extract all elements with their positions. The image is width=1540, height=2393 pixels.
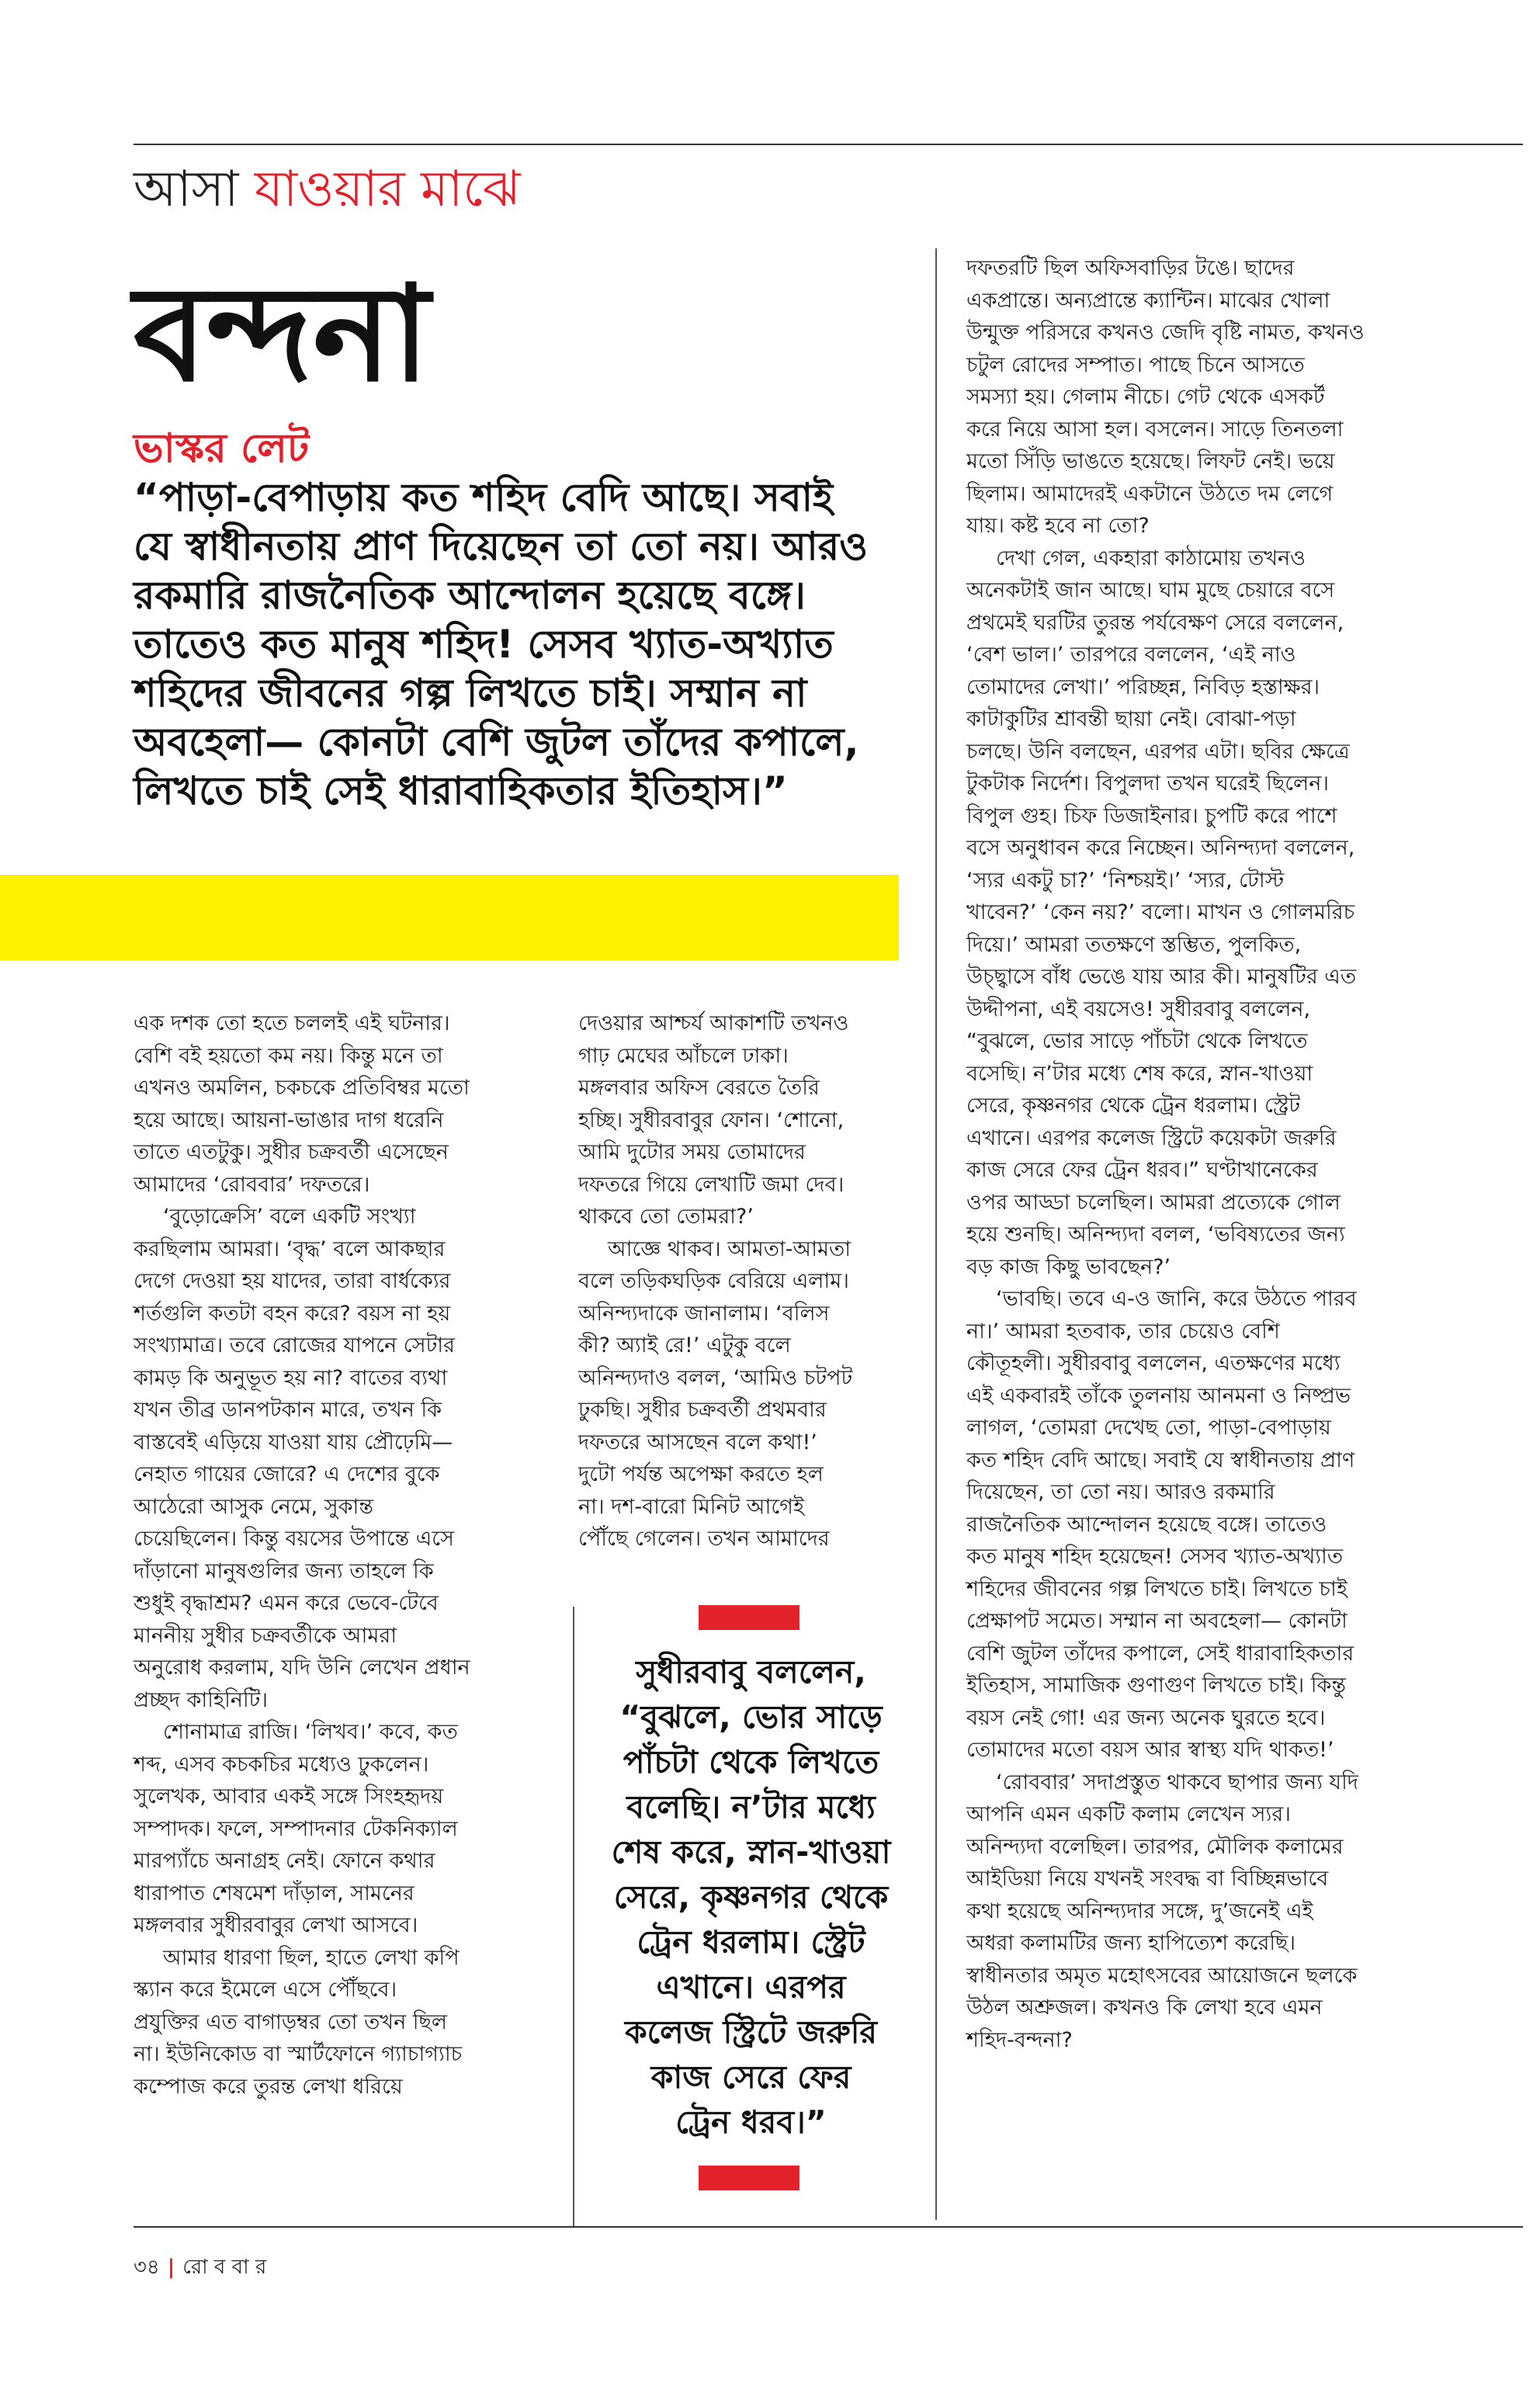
body-line: যায়। কষ্ট হবে না তো?	[966, 514, 1150, 538]
body-line: সুলেখক, আবার একই সঙ্গে সিংহহৃদয়	[134, 1784, 444, 1809]
body-line: তোমাদের লেখা।’ পরিচ্ছন্ন, নিবিড় হস্তাক্ষর।	[966, 675, 1320, 699]
body-line: অধরা কলামটির জন্য হাপিত্যেশ করেছি।	[966, 1931, 1296, 1955]
body-line: লাগল, ‘তোমরা দেখেছ তো, পাড়া-বেপাড়ায়	[966, 1416, 1331, 1440]
box-quote-line: ট্রেন ধরলাম। স্ট্রেট	[636, 1923, 865, 1961]
body-line: মঙ্গলবার সুধীরবাবুর লেখা আসবে।	[134, 1913, 418, 1937]
body-line: শর্তগুলি কতটা বহন করে? বয়স না হয়	[134, 1301, 451, 1326]
body-line: না।’ আমরা হতবাক, তার চেয়েও বেশি	[966, 1319, 1280, 1344]
body-line: যখন তীব্র ডানপটকান মারে, তখন কি	[134, 1398, 442, 1422]
body-line: কম্পোজ করে তুরন্ত লেখা ধরিয়ে	[134, 2074, 403, 2099]
body-line: দফতরে গিয়ে লেখাটি জমা দেব।	[578, 1172, 845, 1197]
body-line: প্রযুক্তির এত বাগাড়ম্বর তো তখন ছিল	[134, 2010, 447, 2034]
pull-quote-line: যে স্বাধীনতায় প্রাণ দিয়েছেন তা তো নয়। আরও	[134, 524, 869, 569]
body-line: অনিন্দ্যদাকে জানালাম। ‘বলিস	[578, 1301, 830, 1326]
body-line: কত শহিদ বেদি আছে। সবাই যে স্বাধীনতায় প্রাণ	[966, 1448, 1355, 1472]
article-author: ভাস্কর লেট	[134, 425, 310, 472]
body-line: মাননীয় সুধীর চক্রবর্তীকে আমরা	[134, 1623, 397, 1648]
page-footer	[134, 2251, 266, 2285]
top-rule	[134, 144, 1523, 145]
box-quote-bottom-bar	[699, 2166, 799, 2190]
body-line: সম্পাদক। ফলে, সম্পাদনার টেকনিক্যাল	[134, 1816, 458, 1841]
body-line: করে নিয়ে আসা হল। বসলেন। সাড়ে তিনতলা	[966, 417, 1344, 442]
section-heading	[134, 151, 520, 234]
body-line: চেয়েছিলেন। কিন্তু বয়সের উপান্তে এসে	[134, 1527, 454, 1551]
body-column-3	[966, 252, 1401, 2056]
body-line: বিপুল গুহ। চিফ ডিজাইনার। চুপটি করে পাশে	[966, 803, 1337, 828]
body-line: এখানে। এরপর কলেজ স্ট্রিটে কয়েকটা জরুরি	[966, 1125, 1337, 1150]
bottom-rule	[134, 2226, 1523, 2228]
body-line: উদ্দীপনা, এই বয়সেও! সুধীরবাবু বললেন,	[966, 997, 1311, 1021]
body-line: আঠেরো আসুক নেমে, সুকান্ত	[134, 1494, 373, 1519]
box-quote	[586, 1649, 916, 2145]
body-column-2	[578, 1007, 904, 1555]
body-line: শব্দ, এসব কচকচির মধ্যেও ঢুকলেন।	[134, 1752, 429, 1777]
body-line: প্রথমেই ঘরটির তুরন্ত পর্যবেক্ষণ সেরে বললেন,	[966, 610, 1344, 635]
magazine-name: রো ব বা র	[182, 2256, 267, 2279]
pull-quote-line: অবহেলা— কোনটা বেশি জুটল তাঁদের কপালে,	[134, 720, 859, 765]
box-quote-line: কাজ সেরে ফের	[650, 2058, 852, 2096]
body-line: ‘স্যর একটু চা?’ ‘নিশ্চয়ই।’ ‘স্যর, টোস্ট	[966, 868, 1285, 893]
body-line: উচ্ছ্বাসে বাঁধ ভেঙে যায় আর কী। মানুষটির এত	[966, 965, 1357, 989]
body-line: এই একবার‌ই তাঁকে তুলনায় আনমনা ও নিষ্প্রভ	[966, 1383, 1351, 1408]
body-line: ‘বেশ ভাল।’ তারপরে বললেন, ‘এই নাও	[966, 643, 1296, 667]
body-line: বসেছি। ন’টার মধ্যে শেষ করে, স্নান-খাওয়া	[966, 1061, 1313, 1086]
body-line: ‘রোববার’ সদাপ্রস্তুত থাকবে ছাপার জন্য যদি	[996, 1770, 1358, 1795]
body-line: এক দশক তো হতে চলল‌ই এই ঘটনার।	[134, 1011, 450, 1035]
body-line: মতো সিঁড়ি ভাঙতে হয়েছে। লিফট নেই। ভয়ে	[966, 449, 1335, 473]
body-line: হয়ে আছে। আয়না-ভাঙার দাগ ধরেনি	[134, 1108, 444, 1132]
body-line: আমি দুটোর সময় তোমাদের	[578, 1140, 806, 1164]
body-line: সমস্যা হয়। গেলাম নীচে। গেট থেকে এসকর্ট	[966, 385, 1325, 409]
body-line: একপ্রান্তে। অন্যপ্রান্তে ক্যান্টিন। মাঝের খোলা	[966, 288, 1330, 313]
body-line: শহিদ-বন্দনা?	[966, 2027, 1073, 2052]
body-line: অনেকটাই জান আছে। ঘাম মুছে চেয়ারে বসে	[966, 578, 1335, 602]
body-line: কথা হয়েছে অনিন্দ্যদার সঙ্গে, দু’জনেই এই	[966, 1899, 1313, 1923]
box-quote-line: এখানে। এরপর	[656, 1968, 846, 2006]
body-line: মারপ্যাঁচে অনাগ্রহ নেই। ফোনে কথার	[134, 1849, 435, 1873]
body-line: তোমাদের মতো বয়স আর স্বাস্থ্য যদি থাকত!’	[966, 1738, 1334, 1762]
body-line: দাঁড়ানো মানুষগুলির জন্য তাহলে কি	[134, 1559, 434, 1583]
pull-quote-line: রকমারি রাজনৈতিক আন্দোলন হয়েছে বঙ্গে।	[134, 573, 806, 618]
footer-separator: |	[167, 2256, 175, 2279]
body-line: বেশি বই হয়তো কম নয়। কিন্তু মনে তা	[134, 1043, 443, 1068]
body-line: উন্মুক্ত পরিসরে কখনও জেদি বৃষ্টি নামত, কখনও	[966, 321, 1365, 345]
body-line: খাবেন?’ ‘কেন নয়?’ বলো। মাখন ও গোলমরিচ	[966, 900, 1355, 924]
body-line: অনিন্দ্যদাও বলল, ‘আমিও চটপট	[578, 1365, 853, 1390]
body-line: থাকবে তো তোমরা?’	[578, 1205, 754, 1229]
body-line: শোনামাত্র রাজি। ‘লিখব।’ কবে, কত	[163, 1720, 458, 1744]
column-divider	[935, 248, 937, 2220]
box-quote-line: সেরে, কৃষ্ণনগর থেকে	[613, 1878, 889, 1916]
body-line: না। ইউনিকোড বা স্মার্টফোনে গ্যাচাগ্যাচ	[134, 2042, 463, 2066]
body-line: করছিলাম আমরা। ‘বৃদ্ধ’ বলে আকছার	[134, 1236, 446, 1261]
body-line: উঠল অশ্রুজল। কখনও কি লেখা হবে এমন	[966, 1996, 1323, 2020]
body-line: বয়স নেই গো! এর জন্য অনেক ঘুরতে হবে।	[966, 1705, 1326, 1730]
pull-quote-line: তাতেও কত মানুষ শহিদ! সেসব খ্যাত-অখ্যাত	[134, 622, 834, 667]
body-line: সংখ্যামাত্র। তবে রোজের যাপনে সেটার	[134, 1333, 455, 1358]
body-line: আপনি এমন একটি কলাম লেখেন স্যর।	[966, 1802, 1291, 1826]
body-line: স্ক্যান করে ইমেলে এসে পৌঁছবে।	[134, 1978, 397, 2002]
body-line: ওপর আড্ডা চলেছিল। আমরা প্রত্যেকে গোল	[966, 1190, 1341, 1215]
body-line: দফতরে আসছেন বলে কথা!’	[578, 1430, 817, 1455]
body-line: রাজনৈতিক আন্দোলন হয়েছে বঙ্গে। তাতেও	[966, 1512, 1327, 1537]
body-line: হচ্ছি। সুধীরবাবুর ফোন। ‘শোনো,	[578, 1108, 845, 1132]
body-line: দফতরটি ছিল অফিসবাড়ির টঙে। ছাদের	[966, 256, 1295, 280]
body-line: আমার ধারণা ছিল, হাতে লেখা কপি	[163, 1945, 460, 1970]
box-quote-top-bar	[699, 1605, 799, 1630]
body-line: চলছে। উনি বলছেন, এরপর এটা। ছবির ক্ষেত্রে	[966, 739, 1350, 764]
body-line: চটুল রোদের সম্পাত। পাছে চিনে আসতে	[966, 352, 1305, 377]
body-line: কামড় কি অনুভূত হয় না? বাতের ব্যথা	[134, 1365, 448, 1390]
body-line: দুটো পর্যন্ত অপেক্ষা করতে হল	[578, 1462, 824, 1486]
body-line: প্রচ্ছদ কাহিনিটি।	[134, 1687, 269, 1712]
pull-quote-line: শহিদের জীবনের গল্প লিখতে চাই। সম্মান না	[134, 671, 807, 716]
box-quote-left-rule	[573, 1607, 574, 2228]
body-line: আইডিয়া নিয়ে যখন‌ই সংবদ্ধ বা বিচ্ছিন্নভাবে	[966, 1867, 1329, 1891]
body-line: কৌতূহলী। সুধীরবাবু বললেন, এতক্ষণের মধ্যে	[966, 1351, 1341, 1375]
page-number: ৩৪	[134, 2256, 160, 2279]
box-quote-line: পাঁচটা থেকে লিখতে	[623, 1743, 879, 1781]
body-line: “বুঝলে, ভোর সাড়ে পাঁচটা থেকে লিখতে	[966, 1029, 1308, 1053]
pull-quote	[134, 473, 917, 816]
body-line: হয়ে শুনছি। অনিন্দ্যদা বলল, ‘ভবিষ্যতের জন্য	[966, 1223, 1345, 1247]
body-line: কত মানুষ শহিদ হয়েছেন! সেসব খ্যাত-অখ্যাত	[966, 1545, 1344, 1569]
pull-quote-line: “পাড়া-বেপাড়ায় কত শহিদ বেদি আছে। সবাই	[134, 475, 834, 520]
body-line: পৌঁছে গেলেন। তখন আমাদের	[578, 1527, 830, 1551]
body-line: বড় কাজ কিছু ভাবছেন?’	[966, 1254, 1171, 1279]
body-line: আজ্ঞে থাকব। আমতা-আমতা	[608, 1236, 852, 1261]
body-line: টুকটাক নির্দেশ। বিপুলদা তখন ঘরেই ছিলেন।	[966, 772, 1330, 796]
body-line: শহিদের জীবনের গল্প লিখতে চাই। লিখতে চাই	[966, 1576, 1348, 1601]
box-quote-line: বলেছি। ন’টার মধ্যে	[626, 1788, 876, 1826]
body-line: কাটাকুটির শ্রাবন্তী ছায়া নেই। বোঝা-পড়া	[966, 707, 1296, 731]
body-line: অনিন্দ্যদা বলেছিল। তারপর, মৌলিক কলামের	[966, 1834, 1344, 1859]
box-quote-line: ট্রেন ধরব।”	[675, 2103, 827, 2141]
yellow-highlight-band	[0, 875, 899, 960]
body-line: স্বাধীনতার অমৃত মহোৎসবের আয়োজনে ছলকে	[966, 1963, 1358, 1988]
box-quote-line: শেষ করে, স্নান-খাওয়া	[611, 1833, 891, 1871]
body-line: দিয়েছেন, তা তো নয়। আরও রকমারি	[966, 1480, 1275, 1504]
box-quote-line: “বুঝলে, ভোর সাড়ে	[619, 1698, 883, 1736]
body-line: বাস্তবেই এড়িয়ে যাওয়া যায় প্রৌঢ়েমি—	[134, 1430, 453, 1455]
pull-quote-line: লিখতে চাই সেই ধারাবাহিকতার ইতিহাস।”	[134, 768, 788, 813]
body-line: না। দশ-বারো মিনিট আগেই	[578, 1494, 804, 1519]
body-line: অনুরোধ করলাম, যদি উনি লেখেন প্রধান	[134, 1656, 470, 1680]
body-line: প্রেক্ষাপট সমেত। সম্মান না অবহেলা— কোনটা	[966, 1609, 1348, 1633]
body-line: দিয়ে।’ আমরা ততক্ষণে স্তম্ভিত, পুলকিত,	[966, 932, 1302, 957]
box-quote-line: কলেজ স্ট্রিটে জরুরি	[625, 2013, 877, 2051]
section-heading-part1: আসা	[134, 161, 239, 218]
body-line: সেরে, কৃষ্ণনগর থেকে ট্রেন ধরলাম। স্ট্রেট	[966, 1094, 1301, 1118]
body-line: ছিলাম। আমাদের‌ই একটানে উঠতে দম লেগে	[966, 481, 1334, 506]
body-line: তাতে এতটুকু। সুধীর চক্রবর্তী এসেছেন	[134, 1140, 449, 1164]
body-line: বসে অনুধাবন করে নিচ্ছেন। অনিন্দ্যদা বললেন,	[966, 836, 1355, 860]
body-line: বলে তড়িকঘড়িক বেরিয়ে এলাম।	[578, 1269, 849, 1293]
body-line: ঢুকছি। সুধীর চক্রবর্তী প্রথমবার	[578, 1398, 827, 1422]
body-line: ধারাপাত শেষমেশ দাঁড়াল, সামনের	[134, 1881, 414, 1906]
body-line: গাঢ় মেঘের আঁচলে ঢাকা।	[578, 1043, 789, 1068]
box-quote-line: সুধীরবাবু বললেন,	[636, 1653, 866, 1691]
section-heading-part2: যাওয়ার মাঝে	[254, 161, 521, 218]
body-line: দেওয়ার আশ্চর্য আকাশটি তখনও	[578, 1011, 849, 1035]
body-line: দেগে দেওয়া হয় যাদের, তারা বার্ধক্যের	[134, 1269, 451, 1293]
body-line: নেহাত গায়ের জোরে? এ দেশের বুকে	[134, 1462, 440, 1486]
body-line: ‘বুড়োক্রেসি’ বলে একটি সংখ্যা	[163, 1205, 416, 1229]
body-column-1	[134, 1007, 522, 2103]
body-line: ইতিহাস, সামাজিক গুণাগুণ লিখতে চাই। কিন্তু	[966, 1673, 1347, 1698]
body-line: মঙ্গলবার অফিস বেরতে তৈরি	[578, 1076, 820, 1100]
body-line: আমাদের ‘রোববার’ দফতরে।	[134, 1172, 370, 1197]
body-line: কী? অ্যাই রে!’ এটুকু বলে	[578, 1333, 791, 1358]
body-line: দেখা গেল, একহারা কাঠামোয় তখনও	[996, 546, 1306, 571]
article-title: বন্দনা	[134, 256, 430, 411]
body-line: ‘ভাবছি। তবে এ-ও জানি, করে উঠতে পারব	[996, 1287, 1357, 1311]
body-line: বেশি জুটল তাঁদের কপালে, সেই ধারাবাহিকতার	[966, 1641, 1354, 1666]
body-line: এখনও অমলিন, চকচকে প্রতিবিম্বর মতো	[134, 1076, 470, 1100]
body-line: শুধুই বৃদ্ধাশ্রম? এমন করে ভেবে-টেবে	[134, 1591, 439, 1615]
body-line: কাজ সেরে ফের ট্রেন ধরব।” ঘণ্টাখানেকের	[966, 1158, 1318, 1182]
